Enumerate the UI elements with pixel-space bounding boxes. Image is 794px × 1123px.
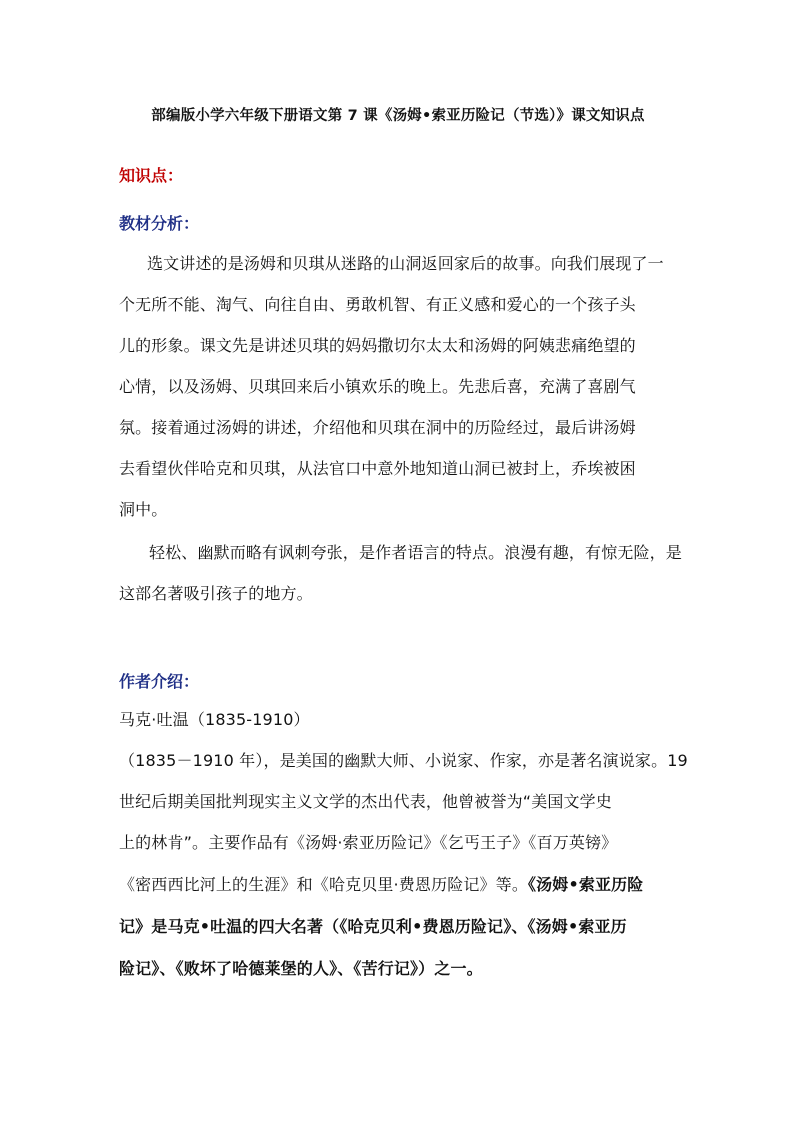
paragraph-line: 氛。接着通过汤姆的讲述，介绍他和贝琪在洞中的历险经过，最后讲汤姆 <box>119 418 636 437</box>
paragraph-line-bold: 险记》、《败坏了哈德莱堡的人》、《苦行记》）之一。 <box>119 959 483 978</box>
bold-works-text: 《汤姆•索亚历险 <box>528 875 644 894</box>
paragraph-line: 这部名著吸引孩子的地方。 <box>119 584 313 603</box>
paragraph-line: （1835－1910 年），是美国的幽默大师、小说家、作家，亦是著名演说家。19 <box>119 751 688 770</box>
author-name-line: 马克·吐温（1835-1910） <box>119 710 310 729</box>
paragraph-line: 个无所不能、淘气、向往自由、勇敢机智、有正义感和爱心的一个孩子头 <box>119 295 636 314</box>
paragraph-line <box>119 875 643 895</box>
paragraph-line: 上的林肯”。主要作品有《汤姆·索亚历险记》《乞丐王子》《百万英镑》 <box>119 833 618 852</box>
paragraph-line: 心情，以及汤姆、贝琪回来后小镇欢乐的晚上。先悲后喜，充满了喜剧气 <box>119 377 636 396</box>
paragraph-line: 世纪后期美国批判现实主义文学的杰出代表，他曾被誉为“美国文学史 <box>119 792 612 811</box>
paragraph-line: 洞中。 <box>119 500 168 519</box>
analysis-heading: 教材分析： <box>119 214 200 233</box>
paragraph-line: 轻松、幽默而略有讽刺夸张，是作者语言的特点。浪漫有趣，有惊无险，是 <box>149 543 682 562</box>
paragraph-line: 儿的形象。课文先是讲述贝琪的妈妈撒切尔太太和汤姆的阿姨悲痛绝望的 <box>119 336 636 355</box>
paragraph-line-bold: 记》是马克•吐温的四大名著（《哈克贝利•费恩历险记》、《汤姆•索亚历 <box>119 917 627 936</box>
paragraph-line: 去看望伙伴哈克和贝琪，从法官口中意外地知道山洞已被封上，乔埃被困 <box>119 459 636 478</box>
document-title: 部编版小学六年级下册语文第 7 课《汤姆•索亚历险记（节选）》课文知识点 <box>151 108 645 124</box>
paragraph-line: 选文讲述的是汤姆和贝琪从迷路的山洞返回家后的故事。向我们展现了一 <box>147 254 664 273</box>
author-heading: 作者介绍： <box>119 672 200 691</box>
knowledge-heading: 知识点： <box>119 166 184 185</box>
works-text: 《密西西比河上的生涯》和《哈克贝里·费恩历险记》等。 <box>119 875 528 894</box>
